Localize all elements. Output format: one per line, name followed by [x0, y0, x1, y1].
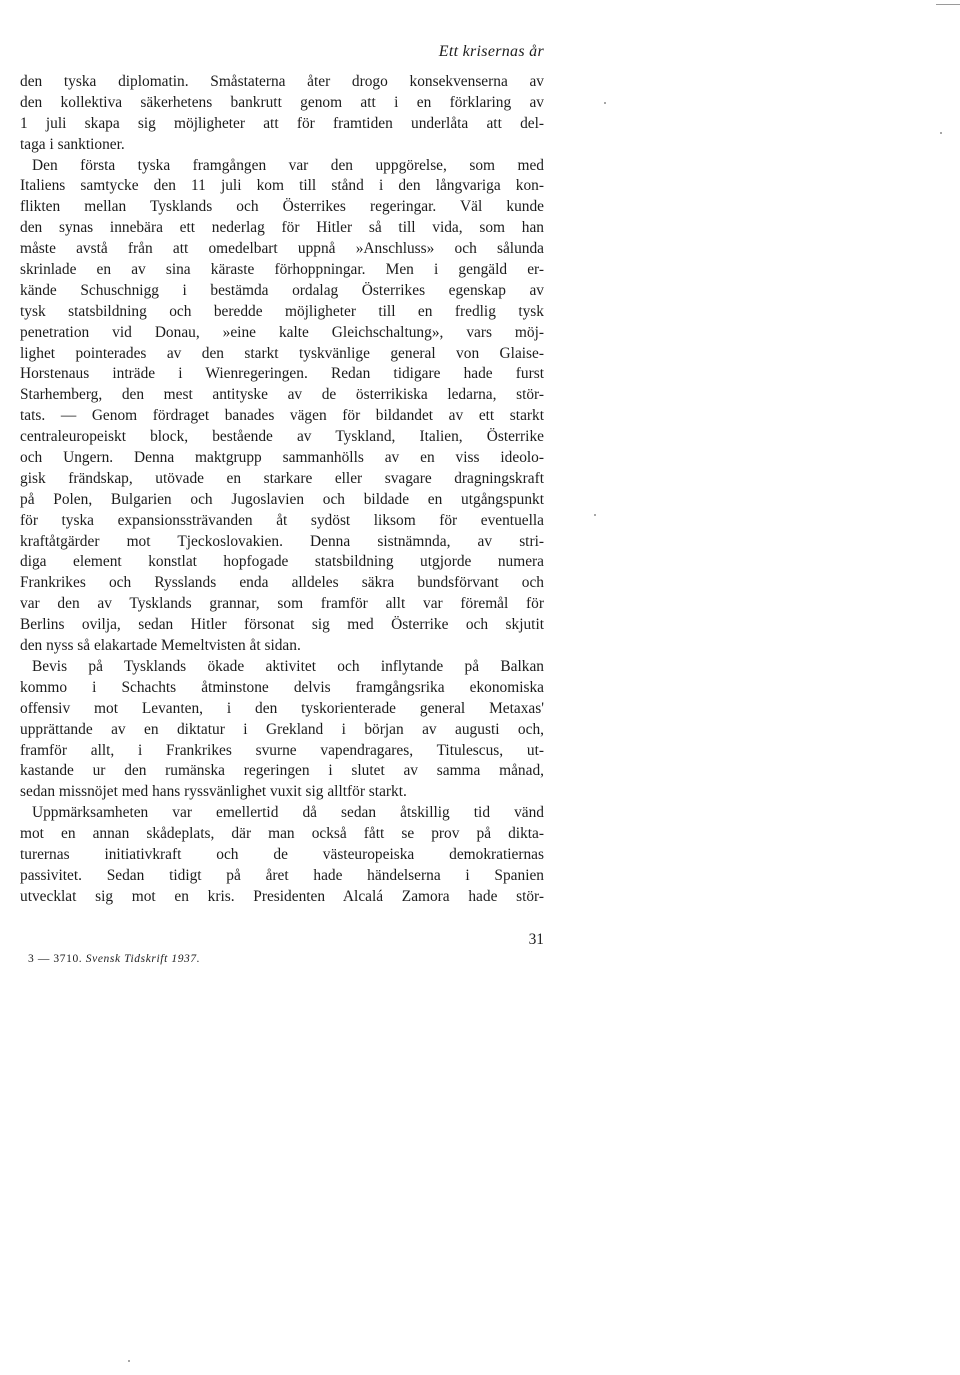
text-line: Frankrikes och Rysslands enda alldeles säkra bundsförvant och — [20, 574, 544, 592]
text-line: Italiens samtycke den 11 juli kom till stånd i den långvariga kon- — [20, 177, 544, 195]
running-head: Ett krisernas år — [438, 43, 544, 60]
scan-edge-mark — [936, 4, 960, 5]
body-text — [20, 72, 544, 908]
text-line: måste avstå från att omedelbart uppnå »Anschluss» och sålunda — [20, 240, 544, 258]
text-line: upprättande av en diktatur i Grekland i början av augusti och, — [20, 720, 544, 738]
scan-speck — [128, 1360, 130, 1362]
text-line: tats. — Genom fördraget banades vägen för bildandet av ett starkt — [20, 407, 544, 425]
text-line: centraleuropeiskt block, bestående av Tyskland, Italien, Österrike — [20, 428, 544, 446]
text-line: Horstenaus inträde i Wienregeringen. Redan tidigare hade furst — [20, 365, 544, 383]
text-line: skrinlade en av sina käraste förhoppningar. Men i gengäld er- — [20, 261, 544, 279]
text-line: taga i sanktioner. — [20, 135, 125, 153]
text-line: lighet pointerades av den starkt tyskvänlige general von Glaise- — [20, 344, 544, 362]
text-line: för tyska expansionssträvanden åt sydöst liksom för eventuella — [20, 511, 544, 529]
text-line: kände Schuschnigg i bestämda ordalag Österrikes egenskap av — [20, 281, 544, 299]
signature-number: 3 — 3710. — [28, 953, 83, 965]
signature-journal: Svensk Tidskrift 1937. — [85, 953, 201, 965]
text-line: den nyss så elakartade Memeltvisten åt sidan. — [20, 637, 301, 655]
text-line: flikten mellan Tysklands och Österrikes regeringar. Väl kunde — [20, 198, 544, 216]
text-line: penetration vid Donau, »eine kalte Gleichschaltung», vars möj- — [20, 323, 544, 341]
print-signature — [28, 951, 200, 967]
text-line: Uppmärksamheten var emellertid då sedan åtskillig tid vänd — [32, 804, 544, 822]
text-line: Berlins ovilja, sedan Hitler försonat sig med Österrike och skjutit — [20, 616, 544, 634]
text-line: Bevis på Tysklands ökade aktivitet och inflytande på Balkan — [32, 657, 544, 675]
text-line: Den första tyska framgången var den uppgörelse, som med — [32, 156, 544, 174]
text-line: sedan missnöjet med hans ryssvänlighet vuxit sig alltför starkt. — [20, 783, 407, 801]
text-line: 1 juli skapa sig möjligheter att för framtiden underlåta att del- — [20, 114, 544, 132]
text-line: Starhemberg, den mest antityske av de österrikiska ledarna, stör- — [20, 386, 544, 404]
text-line: och Ungern. Denna maktgrupp sammanhölls av en viss ideolo- — [20, 449, 544, 467]
text-line: kommo i Schachts åtminstone delvis framgångsrika ekonomiska — [20, 678, 544, 696]
text-line: passivitet. Sedan tidigt på året hade händelserna i Spanien — [20, 866, 544, 884]
scan-speck — [594, 514, 596, 516]
text-line: utvecklat sig mot en kris. Presidenten Alcalá Zamora hade stör- — [20, 887, 544, 905]
text-line: den tyska diplomatin. Småstaterna åter drogo konsekvenserna av — [20, 73, 544, 90]
scan-speck — [604, 102, 606, 104]
text-line: på Polen, Bulgarien och Jugoslavien och bildade en utgångspunkt — [20, 490, 544, 508]
page-number: 31 — [528, 931, 544, 948]
text-line: turernas initiativkraft och de västeuropeiska demokratiernas — [20, 845, 544, 863]
text-line: den synas innebära ett nederlag för Hitler så till vida, som han — [20, 219, 544, 237]
text-line: kraftåtgärder mot Tjeckoslovakien. Denna sistnämnda, av stri- — [20, 532, 544, 550]
scan-speck — [940, 132, 942, 134]
text-line: mot en annan skådeplats, där man också fått se prov på dikta- — [20, 825, 544, 843]
text-line: framför allt, i Frankrikes svurne vapendragares, Titulescus, ut- — [20, 741, 544, 759]
text-line: diga element konstlat hopfogade statsbildning utgjorde numera — [20, 553, 544, 571]
text-line: gisk frändskap, utövade en starkare eller svagare dragningskraft — [20, 469, 544, 487]
text-line: tysk statsbildning och beredde möjligheter till en fredlig tysk — [20, 302, 544, 320]
text-line: kastande ur den rumänska regeringen i slutet av samma månad, — [20, 762, 544, 780]
text-line: var den av Tysklands grannar, som framför allt var föremål för — [20, 595, 544, 613]
text-line: den kollektiva säkerhetens bankrutt genom att i en förklaring av — [20, 93, 544, 111]
text-line: offensiv mot Levanten, i den tyskorienterade general Metaxas' — [20, 699, 544, 717]
